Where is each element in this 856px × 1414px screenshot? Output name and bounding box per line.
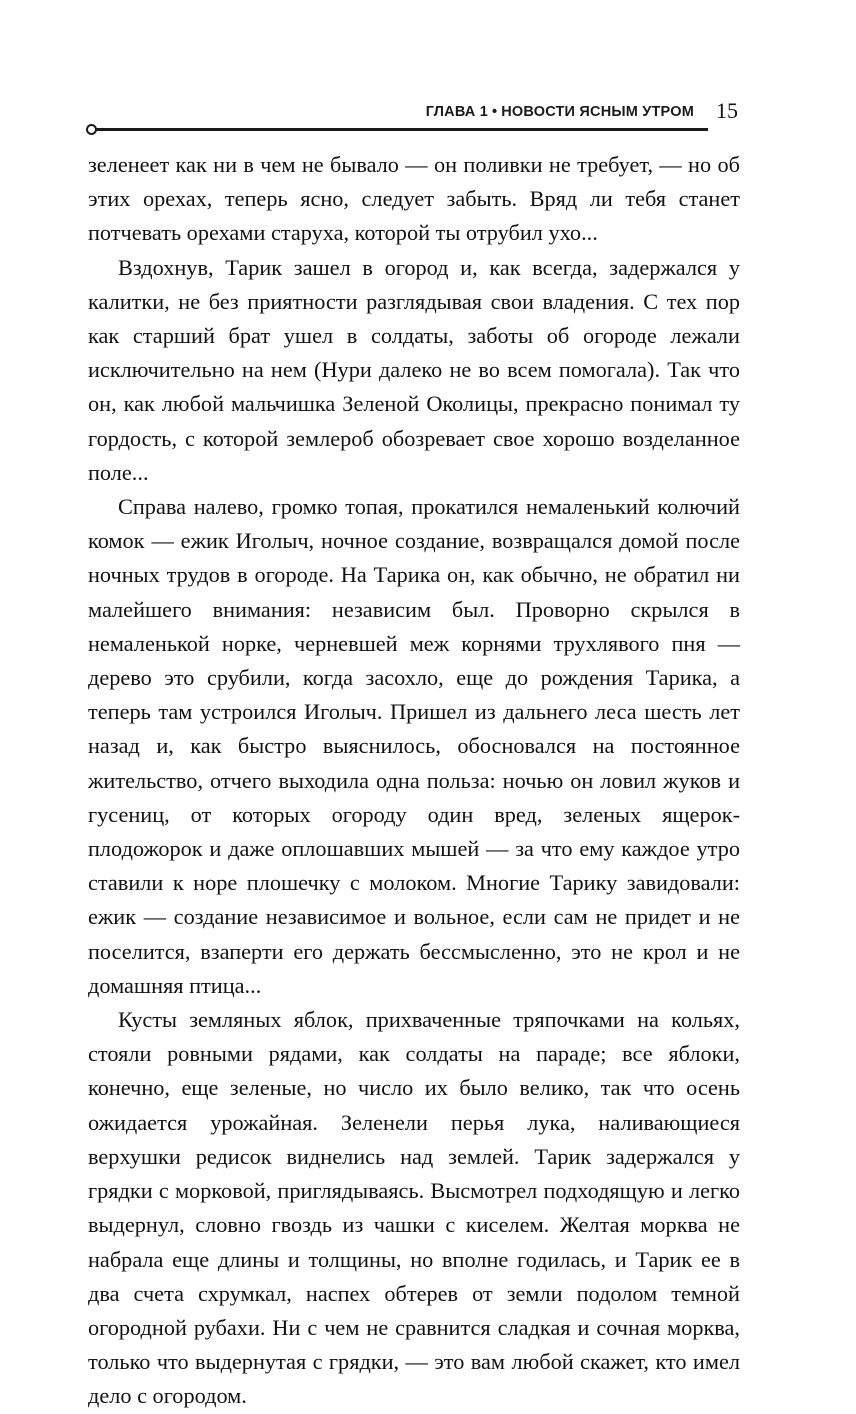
chapter-heading bbox=[426, 104, 694, 120]
paragraph-1: зеленеет как ни в чем не бывало — он поливки не требует, — но об этих орехах, теперь ясно, следует забыть. Вряд ли тебя станет потчевать орехами старуха, которой ты отрубил ухо... bbox=[88, 152, 740, 246]
paragraph-2: Вздохнув, Тарик зашел в огород и, как всегда, задержался у калитки, не без приятности разглядывая свои владения. С тех пор как старший брат ушел в солдаты, заботы об огороде лежали исключительно на нем (Нури далеко не во всем помогала). Так что он, как любой мальчишка Зеленой Околицы, прекрасно понимал ту гордость, с которой землероб обозревает свое хорошо возделанное поле... bbox=[88, 254, 740, 485]
chapter-label: ГЛАВА 1 bbox=[425, 104, 488, 120]
body-text bbox=[88, 148, 740, 1414]
running-header bbox=[90, 96, 740, 128]
page-number: 15 bbox=[716, 98, 738, 123]
chapter-title: НОВОСТИ ЯСНЫМ УТРОМ bbox=[501, 104, 694, 120]
header-separator: • bbox=[491, 104, 498, 120]
paragraph-3: Справа налево, громко топая, прокатился немаленький колючий комок — ежик Иголыч, ночное создание, возвращался домой после ночных трудов в огороде. На Тарика он, как обычно, не обратил ни малейшего внимания: независим был. Проворно скрылся в немаленькой норке, черневшей меж корнями трухлявого пня — дерево это срубили, когда засохло, еще до рождения Тарика, а теперь там устроился Иголыч. Пришел из дальнего леса шесть лет назад и, как быстро выяснилось, обосновался на постоянное жительство, отчего выходила одна польза: ночью он ловил жуков и гусениц, от которых огороду один вред, зеленых ящерок-плодожорок и даже оплошавших мышей — за что ему каждое утро ставили к норе плошечку с молоком. Многие Тарику завидовали: ежик — создание независимое и вольное, если сам не придет и не поселится, взаперти его держать бессмысленно, это не крол и не домашняя птица... bbox=[88, 494, 740, 998]
paragraph-4: Кусты земляных яблок, прихваченные тряпочками на кольях, стояли ровными рядами, как солдаты на параде; все яблоки, конечно, еще зеленые, но число их было велико, так что осень ожидается урожайная. Зеленели перья лука, наливающиеся верхушки редисок виднелись над землей. Тарик задержался у грядки с морковой, приглядываясь. Высмотрел подходящую и легко выдернул, словно гвоздь из чашки с киселем. Желтая морква не набрала еще длины и толщины, но вполне годилась, и Тарик ее в два счета схрумкал, наспех обтерев от земли подолом темной огородной рубахи. Ни с чем не сравнится сладкая и сочная морква, только что выдернутая с грядки, — это вам любой скажет, кто имел дело с огородом. bbox=[88, 1007, 740, 1409]
header-rule bbox=[96, 128, 708, 131]
